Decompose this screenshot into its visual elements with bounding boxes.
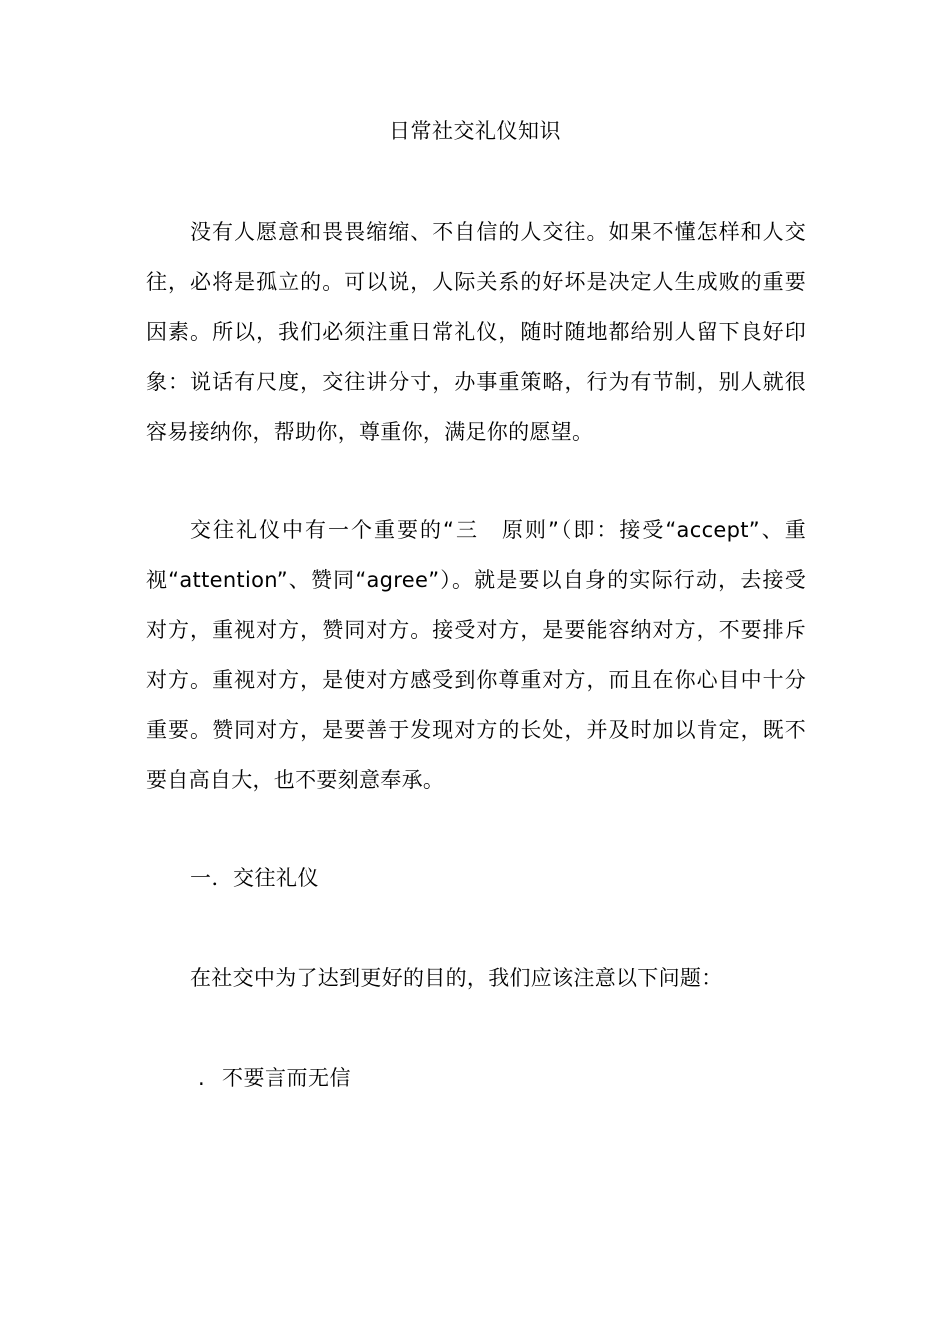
list-item	[198, 1056, 351, 1100]
document-title: 日常社交礼仪知识	[389, 119, 561, 143]
section-intro: 在社交中为了达到更好的目的，我们应该注意以下问题：	[190, 966, 723, 990]
list-item-marker: .	[198, 1066, 206, 1090]
paragraph-intro: 没有人愿意和畏畏缩缩、不自信的人交往。如果不懂怎样和人交往，必将是孤立的。可以说，人际关系的好坏是决定人生成败的重要因素。所以，我们必须注重日常礼仪，随时随地都给别人留下良好印象：说话有尺度，交往讲分寸，办事重策略，行为有节制，别人就很容易接纳你，帮助你，尊重你，满足你的愿望。	[146, 220, 806, 444]
list-item-text: 不要言而无信	[222, 1066, 351, 1090]
section-heading: 一．交往礼仪	[190, 866, 319, 890]
paragraph-three-a-principle: 交往礼仪中有一个重要的“三 原则”（即：接受“accept”、重视“attention”、赞同“agree”）。就是要以自身的实际行动，去接受对方，重视对方，赞同对方。接受对方，是要能容纳对方，不要排斥对方。重视对方，是使对方感受到你尊重对方，而且在你心目中十分重要。赞同对方，是要善于发现对方的长处，并及时加以肯定，既不要自高自大，也不要刻意奉承。	[146, 518, 806, 792]
